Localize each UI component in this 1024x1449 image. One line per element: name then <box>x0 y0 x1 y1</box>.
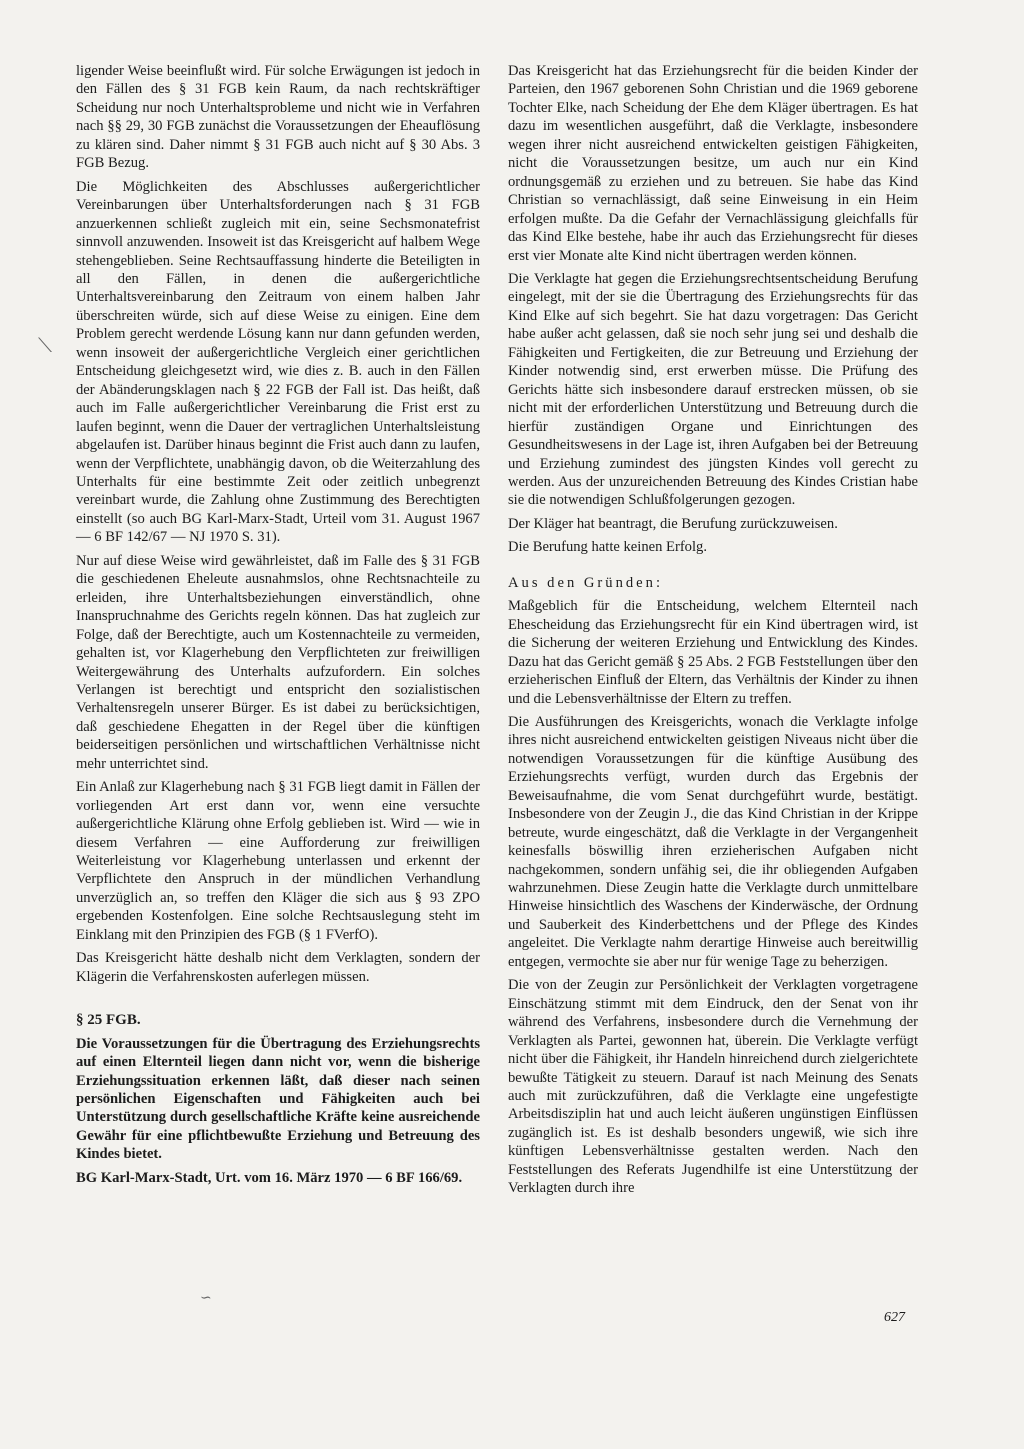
paragraph: Die Berufung hatte keinen Erfolg. <box>508 539 707 556</box>
reasons-heading: Aus den Gründen: <box>508 574 664 591</box>
paragraph: Nur auf diese Weise wird gewährleistet, daß im Falle des § 31 FGB die geschiedenen Eheleute ausnahmslos, ohne Rechtsnachteile zu erleiden, ihre Unterhaltsbeziehungen einverständlich, ohne Inanspruchnahme des Gerichts regeln können. Das hat zugleich zur Folge, daß der Berechtigte, auch um Kostennachteile zu vermeiden, gehalten ist, vor Klagerhebung den Verpflichteten zur freiwilligen Weitergewährung des Unterhalts aufzufordern. Ein solches Verlangen ist berechtigt und entspricht den sozialistischen Verhaltensregeln unserer Bürger. Es ist dabei zu berücksichtigen, daß geschiedene Ehegatten in der Regel über die künftigen beiderseitigen persönlichen und wirtschaftlichen Verhältnisse nicht mehr unterrichtet sind. <box>76 552 480 772</box>
margin-mark-icon: ⟍ <box>38 335 52 357</box>
headnote: Die Voraussetzungen für die Übertragung des Erziehungsrechts auf einen Elternteil liegen dann nicht vor, wenn die bisherige Erziehungssituation erkennen läßt, daß dieser nach seinen persönlichen Eigenschaften und Fähigkeiten auch bei Unterstützung durch gesellschaftliche Kräfte keine ausreichende Gewähr für eine pflichtbewußte Erziehung und Betreuung des Kindes bietet. <box>76 1035 480 1163</box>
page-number: 627 <box>884 1310 905 1325</box>
court-citation: BG Karl-Marx-Stadt, Urt. vom 16. März 1970 — 6 BF 166/69. <box>76 1169 463 1186</box>
margin-mark-icon: ∽ <box>200 1291 212 1306</box>
left-column <box>76 62 480 1192</box>
section-gap <box>76 991 480 1011</box>
paragraph: Maßgeblich für die Entscheidung, welchem Elternteil nach Ehescheidung das Erziehungsrecht für ein Kind übertragen wird, ist die Sicherung der weiteren Erziehung und Entwicklung des Kindes. Dazu hat das Gericht gemäß § 25 Abs. 2 FGB Feststellungen über den erzieherischen Einfluß der Eltern, das Verhältnis der Kinder zu ihnen und die Lebensverhältnisse der Eltern zu treffen. <box>508 598 918 707</box>
paragraph: Ein Anlaß zur Klagerhebung nach § 31 FGB liegt damit in Fällen der vorliegenden Art erst dann vor, wenn eine versuchte außergerichtliche Klärung ohne Erfolg geblieben ist. Wird — wie in diesem Verfahren — eine Aufforderung zur freiwilligen Weiterleistung vor Klagerhebung unterlassen und erkennt der Verpflichtete den Anspruch in der mündlichen Verhandlung unverzüglich an, so treffen den Kläger die sich aus § 93 ZPO ergebenden Kostenfolgen. Eine solche Rechtsauslegung steht im Einklang mit den Prinzipien des FGB (§ 1 FVerfO). <box>76 779 480 943</box>
section-heading: § 25 FGB. <box>76 1012 141 1029</box>
paragraph: ligender Weise beeinflußt wird. Für solche Erwägungen ist jedoch in den Fällen des § 31 FGB kein Raum, da nach rechtskräftiger Scheidung nur noch Unterhaltsprobleme und nicht wie in Verfahren nach §§ 29, 30 FGB zunächst die Voraussetzungen der Eheauflösung zu klären sind. Daher nimmt § 31 FGB auch nicht auf § 30 Abs. 3 FGB Bezug. <box>76 63 480 172</box>
section-gap <box>508 562 918 574</box>
paragraph: Die Verklagte hat gegen die Erziehungsrechtsentscheidung Berufung eingelegt, mit der sie die Übertragung des Erziehungsrechts für das Kind Elke auf sich begehrt. Sie hat dazu vorgetragen: Das Gericht habe außer acht gelassen, daß sie noch sehr jung sei und deshalb die Fähigkeiten und Fertigkeiten, die zur Betreuung und Erziehung der Kinder notwendig sind, erst erwerben müsse. Die Prüfung des Gerichts hätte sich insbesondere darauf erstrecken müssen, ob sie nicht mit der erforderlichen Unterstützung und Betreuung durch die hierfür zuständigen Organe und Einrichtungen des Gesundheitswesens in der Lage ist, ihren Aufgaben bei der Betreuung und Erziehung zumindest des jüngsten Kindes voll gerecht zu werden. Aus der unzureichenden Betreuung des Kindes Cristian habe sie die notwendigen Schlußfolgerungen gezogen. <box>508 270 918 509</box>
paragraph: Das Kreisgericht hätte deshalb nicht dem Verklagten, sondern der Klägerin die Verfahrenskosten auferlegen müssen. <box>76 950 480 985</box>
paragraph: Die Möglichkeiten des Abschlusses außergerichtlicher Vereinbarungen über Unterhaltsforderungen nach § 31 FGB anzuerkennen schließt zugleich mit ein, seine Sechsmonatefrist sinnvoll anzuwenden. Insoweit ist das Kreisgericht auf halbem Wege stehengeblieben. Seine Rechtsauffassung hinderte die Beteiligten in all den Fällen, in denen die außergerichtliche Unterhaltsvereinbarung den Zeitraum von einem halben Jahr überschreiten würde, sich auf diese Weise zu einigen. Eine dem Problem gerecht werdende Lösung kann nur dann gefunden werden, wenn insoweit der außergerichtliche Vergleich einer gerichtlichen Entscheidung gleichgesetzt wird, wie dies z. B. auch in den Fällen der Abänderungsklagen nach § 22 FGB der Fall ist. Das heißt, daß auch im Falle außergerichtlicher Vereinbarung die Frist erst zu laufen beginnt, wenn die Dauer der vertraglichen Unterhaltsleistung abgelaufen ist. Darüber hinaus beginnt die Frist auch dann zu laufen, wenn der Verpflichtete, unabhängig davon, ob die Weiterzahlung des Unterhalts für eine bestimmte Zeit oder zeitlich unbegrenzt vereinbart wurde, die Zahlung ohne Zustimmung des Berechtigten einstellt (so auch BG Karl-Marx-Stadt, Urteil vom 31. August 1967 — 6 BF 142/67 — NJ 1970 S. 31). <box>76 178 480 546</box>
right-column <box>508 62 918 1203</box>
paragraph: Das Kreisgericht hat das Erziehungsrecht für die beiden Kinder der Parteien, den 1967 geborenen Sohn Christian und die 1969 geborene Tochter Elke, nach Scheidung der Ehe dem Kläger übertragen. Es hat dazu im wesentlichen ausgeführt, daß die Verklagte, insbesondere wegen ihrer nicht ausreichend entwickelten geistigen Fähigkeiten, nicht die Voraussetzungen besitze, um auch nur ein Kind ordnungsgemäß zu erziehen und zu betreuen. Sie habe das Kind Christian so vernachlässigt, daß seine Einweisung in ein Heim erfolgen mußte. Da die Gefahr der Vernachlässigung gleichfalls für das Kind Elke bestehe, habe ihr auch das Erziehungsrecht für dieses erst vier Monate alte Kind nicht übertragen werden können. <box>508 63 918 264</box>
paragraph: Die Ausführungen des Kreisgerichts, wonach die Verklagte infolge ihres nicht ausreichend entwickelten geistigen Niveaus nicht über die notwendigen Voraussetzungen für die künftige Ausübung des Erziehungsrechts verfügt, wurden durch das Ergebnis der Beweisaufnahme, die vom Senat durchgeführt wurde, bestätigt. Insbesondere von der Zeugin J., die das Kind Christian in der Krippe betreute, wurde eingeschätzt, daß die Verklagte in der Vergangenheit keinesfalls böswillig ihren erzieherischen Aufgaben nicht nachgekommen, sondern unfähig sei, die ihr obliegenden Aufgaben wahrzunehmen. Diese Zeugin hatte die Verklagte durch unmittelbare Hinweise hinsichtlich des Waschens der Kinderwäsche, der Ordnung und Sauberkeit des Kinderbettchens und der Pflege des Kindes angeleitet. Die Verklagte nahm derartige Hinweise auch bereitwillig entgegen, vermochte sie aber nur für wenige Tage zu beherzigen. <box>508 713 918 970</box>
paragraph: Der Kläger hat beantragt, die Berufung zurückzuweisen. <box>508 515 838 532</box>
paragraph: Die von der Zeugin zur Persönlichkeit der Verklagten vorgetragene Einschätzung stimmt mit dem Eindruck, den der Senat von ihr während des Verfahrens, insbesondere durch die Vernehmung der Verklagten als Partei, gewonnen hat, überein. Die Verklagte verfügt nicht über die Fähigkeit, ihr Handeln hinreichend durch zielgerichtete bewußte Tätigkeit zu steuern. Darauf ist nach Meinung des Senats auch mit zurückzuführen, daß die Verklagte eine ungefestigte Arbeitsdisziplin hat und auch leicht äußeren ungünstigen Einflüssen zugänglich ist. Es ist deshalb besonders ungewiß, wie sich ihre künftigen Lebensverhältnisse gestalten werden. Nach den Feststellungen des Referats Jugendhilfe ist eine Unterstützung der Verklagten durch ihre <box>508 977 918 1197</box>
